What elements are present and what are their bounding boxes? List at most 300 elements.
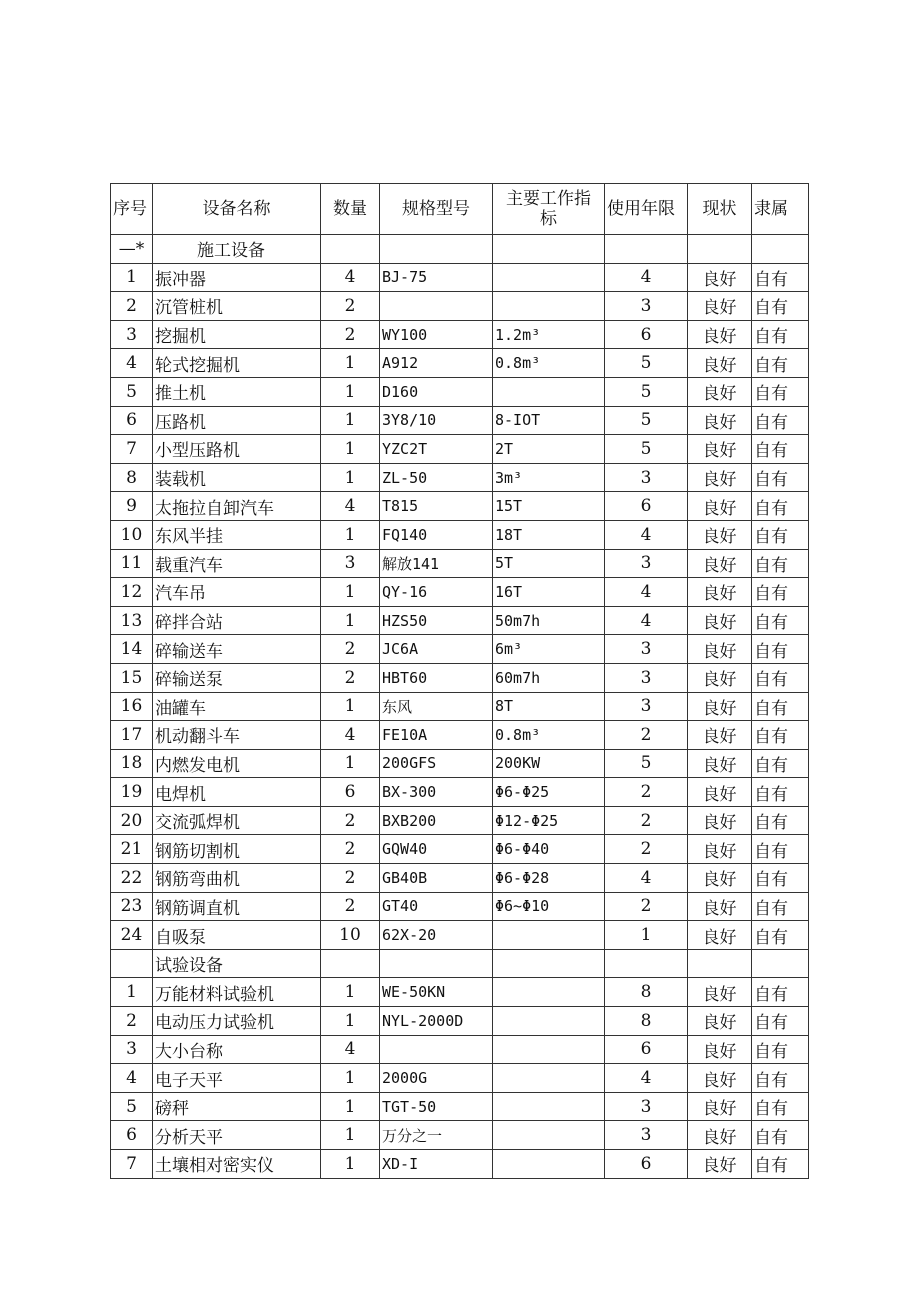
- row-years: 5: [605, 349, 688, 378]
- row-qty: 1: [321, 1064, 380, 1093]
- row-status: 良好: [688, 635, 752, 664]
- row-owner: 自有: [752, 721, 809, 750]
- row-spec: 解放141: [380, 549, 493, 578]
- table-row: [111, 463, 809, 492]
- row-status: 良好: [688, 692, 752, 721]
- row-years: 5: [605, 377, 688, 406]
- row-years: 3: [605, 292, 688, 321]
- row-idx: 14: [111, 635, 153, 664]
- row-qty: 1: [321, 463, 380, 492]
- header-status: 现状: [688, 184, 752, 235]
- row-owner: 自有: [752, 320, 809, 349]
- section-title: 施工设备: [153, 235, 321, 264]
- table-row: [111, 578, 809, 607]
- row-years: 2: [605, 892, 688, 921]
- row-spec: 200GFS: [380, 749, 493, 778]
- row-owner: 自有: [752, 520, 809, 549]
- row-status: 良好: [688, 320, 752, 349]
- table-row: [111, 406, 809, 435]
- row-name: 分析天平: [153, 1121, 321, 1150]
- row-name: 压路机: [153, 406, 321, 435]
- row-spec: BX-300: [380, 778, 493, 807]
- row-qty: 1: [321, 1121, 380, 1150]
- row-years: 8: [605, 978, 688, 1007]
- table-row: [111, 1035, 809, 1064]
- row-qty: 1: [321, 978, 380, 1007]
- row-owner: 自有: [752, 864, 809, 893]
- row-spec: QY-16: [380, 578, 493, 607]
- row-name: 轮式挖掘机: [153, 349, 321, 378]
- row-qty: 1: [321, 520, 380, 549]
- empty-cell: [688, 235, 752, 264]
- row-idx: 19: [111, 778, 153, 807]
- row-owner: 自有: [752, 1035, 809, 1064]
- row-qty: 2: [321, 663, 380, 692]
- table-row: [111, 721, 809, 750]
- row-idx: 11: [111, 549, 153, 578]
- row-status: 良好: [688, 921, 752, 950]
- row-qty: 1: [321, 606, 380, 635]
- row-spec: ZL-50: [380, 463, 493, 492]
- row-owner: 自有: [752, 749, 809, 778]
- row-owner: 自有: [752, 835, 809, 864]
- row-qty: 4: [321, 1035, 380, 1064]
- table-row: [111, 978, 809, 1007]
- row-indicator: [493, 1064, 605, 1093]
- row-indicator: 16T: [493, 578, 605, 607]
- row-qty: 2: [321, 635, 380, 664]
- row-spec: FQ140: [380, 520, 493, 549]
- row-idx: 7: [111, 1150, 153, 1179]
- row-indicator: 3m³: [493, 463, 605, 492]
- row-indicator: [493, 1150, 605, 1179]
- row-status: 良好: [688, 463, 752, 492]
- row-idx: 1: [111, 263, 153, 292]
- row-status: 良好: [688, 1092, 752, 1121]
- row-idx: 4: [111, 1064, 153, 1093]
- row-indicator: 8-IOT: [493, 406, 605, 435]
- table-row: [111, 749, 809, 778]
- row-name: 东风半挂: [153, 520, 321, 549]
- row-years: 4: [605, 864, 688, 893]
- row-years: 1: [605, 921, 688, 950]
- row-spec: XD-I: [380, 1150, 493, 1179]
- row-status: 良好: [688, 349, 752, 378]
- row-name: 自吸泵: [153, 921, 321, 950]
- row-idx: 6: [111, 406, 153, 435]
- empty-cell: [493, 235, 605, 264]
- row-status: 良好: [688, 406, 752, 435]
- row-indicator: 0.8m³: [493, 349, 605, 378]
- row-idx: 2: [111, 1007, 153, 1036]
- row-owner: 自有: [752, 778, 809, 807]
- row-idx: 9: [111, 492, 153, 521]
- row-status: 良好: [688, 864, 752, 893]
- row-idx: 8: [111, 463, 153, 492]
- row-qty: 2: [321, 806, 380, 835]
- row-indicator: [493, 1121, 605, 1150]
- header-indicator: 主要工作指标: [493, 184, 605, 235]
- row-indicator: [493, 377, 605, 406]
- empty-cell: [321, 949, 380, 978]
- row-name: 交流弧焊机: [153, 806, 321, 835]
- empty-cell: [605, 949, 688, 978]
- empty-cell: [752, 235, 809, 264]
- row-years: 6: [605, 492, 688, 521]
- section-idx: [111, 949, 153, 978]
- row-qty: 6: [321, 778, 380, 807]
- row-owner: 自有: [752, 978, 809, 1007]
- row-idx: 3: [111, 320, 153, 349]
- row-owner: 自有: [752, 606, 809, 635]
- row-spec: 万分之一: [380, 1121, 493, 1150]
- row-name: 磅秤: [153, 1092, 321, 1121]
- equipment-table: [110, 183, 809, 1179]
- row-spec: WY100: [380, 320, 493, 349]
- row-owner: 自有: [752, 1092, 809, 1121]
- row-owner: 自有: [752, 492, 809, 521]
- row-years: 2: [605, 721, 688, 750]
- row-indicator: [493, 978, 605, 1007]
- row-name: 太拖拉自卸汽车: [153, 492, 321, 521]
- row-owner: 自有: [752, 578, 809, 607]
- row-spec: 2000G: [380, 1064, 493, 1093]
- row-owner: 自有: [752, 435, 809, 464]
- row-status: 良好: [688, 663, 752, 692]
- row-years: 4: [605, 520, 688, 549]
- row-name: 碎拌合站: [153, 606, 321, 635]
- row-owner: 自有: [752, 1064, 809, 1093]
- row-indicator: [493, 1092, 605, 1121]
- row-name: 沉管桩机: [153, 292, 321, 321]
- row-idx: 3: [111, 1035, 153, 1064]
- row-idx: 4: [111, 349, 153, 378]
- row-years: 3: [605, 463, 688, 492]
- row-owner: 自有: [752, 463, 809, 492]
- row-indicator: 1.2m³: [493, 320, 605, 349]
- row-indicator: Φ6-Φ28: [493, 864, 605, 893]
- row-idx: 16: [111, 692, 153, 721]
- row-years: 8: [605, 1007, 688, 1036]
- row-status: 良好: [688, 1064, 752, 1093]
- table-row: [111, 435, 809, 464]
- row-idx: 17: [111, 721, 153, 750]
- row-name: 碎输送泵: [153, 663, 321, 692]
- row-qty: 4: [321, 721, 380, 750]
- row-name: 汽车吊: [153, 578, 321, 607]
- row-years: 3: [605, 1121, 688, 1150]
- empty-cell: [688, 949, 752, 978]
- row-name: 电焊机: [153, 778, 321, 807]
- row-status: 良好: [688, 578, 752, 607]
- row-qty: 1: [321, 377, 380, 406]
- row-years: 5: [605, 749, 688, 778]
- row-idx: 22: [111, 864, 153, 893]
- row-status: 良好: [688, 806, 752, 835]
- table-header-row: [111, 184, 809, 235]
- section-row-construction: [111, 235, 809, 264]
- row-status: 良好: [688, 1150, 752, 1179]
- row-indicator: 200KW: [493, 749, 605, 778]
- row-name: 小型压路机: [153, 435, 321, 464]
- row-idx: 21: [111, 835, 153, 864]
- row-owner: 自有: [752, 549, 809, 578]
- row-owner: 自有: [752, 292, 809, 321]
- row-status: 良好: [688, 435, 752, 464]
- row-name: 钢筋调直机: [153, 892, 321, 921]
- row-qty: 1: [321, 578, 380, 607]
- row-indicator: 18T: [493, 520, 605, 549]
- row-indicator: [493, 1007, 605, 1036]
- table-row: [111, 320, 809, 349]
- row-years: 3: [605, 635, 688, 664]
- row-owner: 自有: [752, 635, 809, 664]
- table-row: [111, 1092, 809, 1121]
- row-status: 良好: [688, 549, 752, 578]
- row-spec: WE-50KN: [380, 978, 493, 1007]
- row-qty: 3: [321, 549, 380, 578]
- row-idx: 2: [111, 292, 153, 321]
- row-idx: 10: [111, 520, 153, 549]
- row-status: 良好: [688, 721, 752, 750]
- row-status: 良好: [688, 263, 752, 292]
- empty-cell: [321, 235, 380, 264]
- header-spec: 规格型号: [380, 184, 493, 235]
- row-status: 良好: [688, 835, 752, 864]
- row-idx: 24: [111, 921, 153, 950]
- row-qty: 1: [321, 692, 380, 721]
- row-owner: 自有: [752, 921, 809, 950]
- section-row-testing: [111, 949, 809, 978]
- row-years: 4: [605, 263, 688, 292]
- row-idx: 12: [111, 578, 153, 607]
- row-spec: 东风: [380, 692, 493, 721]
- empty-cell: [752, 949, 809, 978]
- section-idx: —*: [111, 235, 153, 264]
- row-years: 2: [605, 835, 688, 864]
- row-years: 6: [605, 1035, 688, 1064]
- row-spec: 3Y8/10: [380, 406, 493, 435]
- row-spec: D160: [380, 377, 493, 406]
- row-idx: 23: [111, 892, 153, 921]
- row-indicator: 5T: [493, 549, 605, 578]
- row-qty: 2: [321, 835, 380, 864]
- row-years: 4: [605, 1064, 688, 1093]
- header-qty: 数量: [321, 184, 380, 235]
- row-qty: 2: [321, 292, 380, 321]
- row-idx: 18: [111, 749, 153, 778]
- row-years: 3: [605, 549, 688, 578]
- row-status: 良好: [688, 1121, 752, 1150]
- row-name: 碎输送车: [153, 635, 321, 664]
- row-years: 2: [605, 778, 688, 807]
- row-status: 良好: [688, 1007, 752, 1036]
- row-spec: BXB200: [380, 806, 493, 835]
- empty-cell: [493, 949, 605, 978]
- row-spec: [380, 292, 493, 321]
- table-row: [111, 778, 809, 807]
- row-name: 万能材料试验机: [153, 978, 321, 1007]
- row-owner: 自有: [752, 349, 809, 378]
- row-name: 内燃发电机: [153, 749, 321, 778]
- row-idx: 15: [111, 663, 153, 692]
- row-qty: 10: [321, 921, 380, 950]
- table-row: [111, 864, 809, 893]
- row-qty: 1: [321, 1092, 380, 1121]
- row-spec: FE10A: [380, 721, 493, 750]
- row-status: 良好: [688, 892, 752, 921]
- table-row: [111, 835, 809, 864]
- header-owner: 隶属: [752, 184, 809, 235]
- row-indicator: Φ6~Φ10: [493, 892, 605, 921]
- table-row: [111, 1064, 809, 1093]
- row-indicator: [493, 292, 605, 321]
- row-indicator: 6m³: [493, 635, 605, 664]
- row-name: 机动翻斗车: [153, 721, 321, 750]
- row-spec: A912: [380, 349, 493, 378]
- row-spec: GB40B: [380, 864, 493, 893]
- table-row: [111, 606, 809, 635]
- row-spec: HZS50: [380, 606, 493, 635]
- row-name: 油罐车: [153, 692, 321, 721]
- row-owner: 自有: [752, 406, 809, 435]
- row-years: 6: [605, 1150, 688, 1179]
- row-indicator: [493, 263, 605, 292]
- table-row: [111, 663, 809, 692]
- row-years: 5: [605, 435, 688, 464]
- table-row: [111, 377, 809, 406]
- row-indicator: 8T: [493, 692, 605, 721]
- row-indicator: 2T: [493, 435, 605, 464]
- row-indicator: 0.8m³: [493, 721, 605, 750]
- row-status: 良好: [688, 377, 752, 406]
- row-idx: 13: [111, 606, 153, 635]
- row-owner: 自有: [752, 892, 809, 921]
- row-status: 良好: [688, 1035, 752, 1064]
- row-idx: 6: [111, 1121, 153, 1150]
- row-spec: YZC2T: [380, 435, 493, 464]
- row-indicator: 60m7h: [493, 663, 605, 692]
- row-indicator: [493, 921, 605, 950]
- row-owner: 自有: [752, 692, 809, 721]
- row-status: 良好: [688, 606, 752, 635]
- row-years: 6: [605, 320, 688, 349]
- row-spec: NYL-2000D: [380, 1007, 493, 1036]
- row-years: 4: [605, 606, 688, 635]
- empty-cell: [605, 235, 688, 264]
- row-years: 5: [605, 406, 688, 435]
- table-row: [111, 692, 809, 721]
- row-indicator: [493, 1035, 605, 1064]
- row-status: 良好: [688, 520, 752, 549]
- header-idx: 序号: [111, 184, 153, 235]
- row-years: 3: [605, 663, 688, 692]
- row-owner: 自有: [752, 1121, 809, 1150]
- row-spec: GT40: [380, 892, 493, 921]
- row-name: 大小台称: [153, 1035, 321, 1064]
- row-idx: 1: [111, 978, 153, 1007]
- table-row: [111, 892, 809, 921]
- row-idx: 5: [111, 377, 153, 406]
- row-spec: JC6A: [380, 635, 493, 664]
- row-years: 2: [605, 806, 688, 835]
- row-owner: 自有: [752, 377, 809, 406]
- row-owner: 自有: [752, 263, 809, 292]
- row-spec: [380, 1035, 493, 1064]
- table-row: [111, 1121, 809, 1150]
- row-qty: 1: [321, 349, 380, 378]
- table-row: [111, 635, 809, 664]
- row-qty: 4: [321, 492, 380, 521]
- row-indicator: 15T: [493, 492, 605, 521]
- row-owner: 自有: [752, 1007, 809, 1036]
- row-idx: 20: [111, 806, 153, 835]
- row-idx: 5: [111, 1092, 153, 1121]
- row-years: 3: [605, 692, 688, 721]
- row-name: 电动压力试验机: [153, 1007, 321, 1036]
- table-row: [111, 1150, 809, 1179]
- row-spec: HBT60: [380, 663, 493, 692]
- row-indicator: Φ6-Φ25: [493, 778, 605, 807]
- header-name: 设备名称: [153, 184, 321, 235]
- table-row: [111, 520, 809, 549]
- row-qty: 1: [321, 435, 380, 464]
- row-owner: 自有: [752, 1150, 809, 1179]
- table-row: [111, 549, 809, 578]
- row-qty: 2: [321, 864, 380, 893]
- row-name: 电子天平: [153, 1064, 321, 1093]
- row-owner: 自有: [752, 663, 809, 692]
- row-spec: T815: [380, 492, 493, 521]
- row-years: 4: [605, 578, 688, 607]
- row-status: 良好: [688, 749, 752, 778]
- table-row: [111, 492, 809, 521]
- row-name: 钢筋弯曲机: [153, 864, 321, 893]
- row-status: 良好: [688, 292, 752, 321]
- row-indicator: Φ12-Φ25: [493, 806, 605, 835]
- row-qty: 1: [321, 749, 380, 778]
- empty-cell: [380, 949, 493, 978]
- empty-cell: [380, 235, 493, 264]
- row-qty: 4: [321, 263, 380, 292]
- row-indicator: 50m7h: [493, 606, 605, 635]
- row-spec: GQW40: [380, 835, 493, 864]
- row-name: 振冲器: [153, 263, 321, 292]
- row-qty: 1: [321, 1150, 380, 1179]
- table-row: [111, 921, 809, 950]
- table-row: [111, 292, 809, 321]
- table-row: [111, 349, 809, 378]
- row-spec: TGT-50: [380, 1092, 493, 1121]
- row-indicator: Φ6-Φ40: [493, 835, 605, 864]
- row-status: 良好: [688, 978, 752, 1007]
- row-status: 良好: [688, 778, 752, 807]
- section-title: 试验设备: [153, 949, 321, 978]
- row-years: 3: [605, 1092, 688, 1121]
- row-qty: 2: [321, 320, 380, 349]
- row-name: 钢筋切割机: [153, 835, 321, 864]
- table-row: [111, 263, 809, 292]
- table-row: [111, 1007, 809, 1036]
- header-years: 使用年限: [605, 184, 688, 235]
- row-qty: 2: [321, 892, 380, 921]
- row-name: 载重汽车: [153, 549, 321, 578]
- row-spec: 62X-20: [380, 921, 493, 950]
- row-status: 良好: [688, 492, 752, 521]
- row-qty: 1: [321, 1007, 380, 1036]
- row-name: 推土机: [153, 377, 321, 406]
- row-idx: 7: [111, 435, 153, 464]
